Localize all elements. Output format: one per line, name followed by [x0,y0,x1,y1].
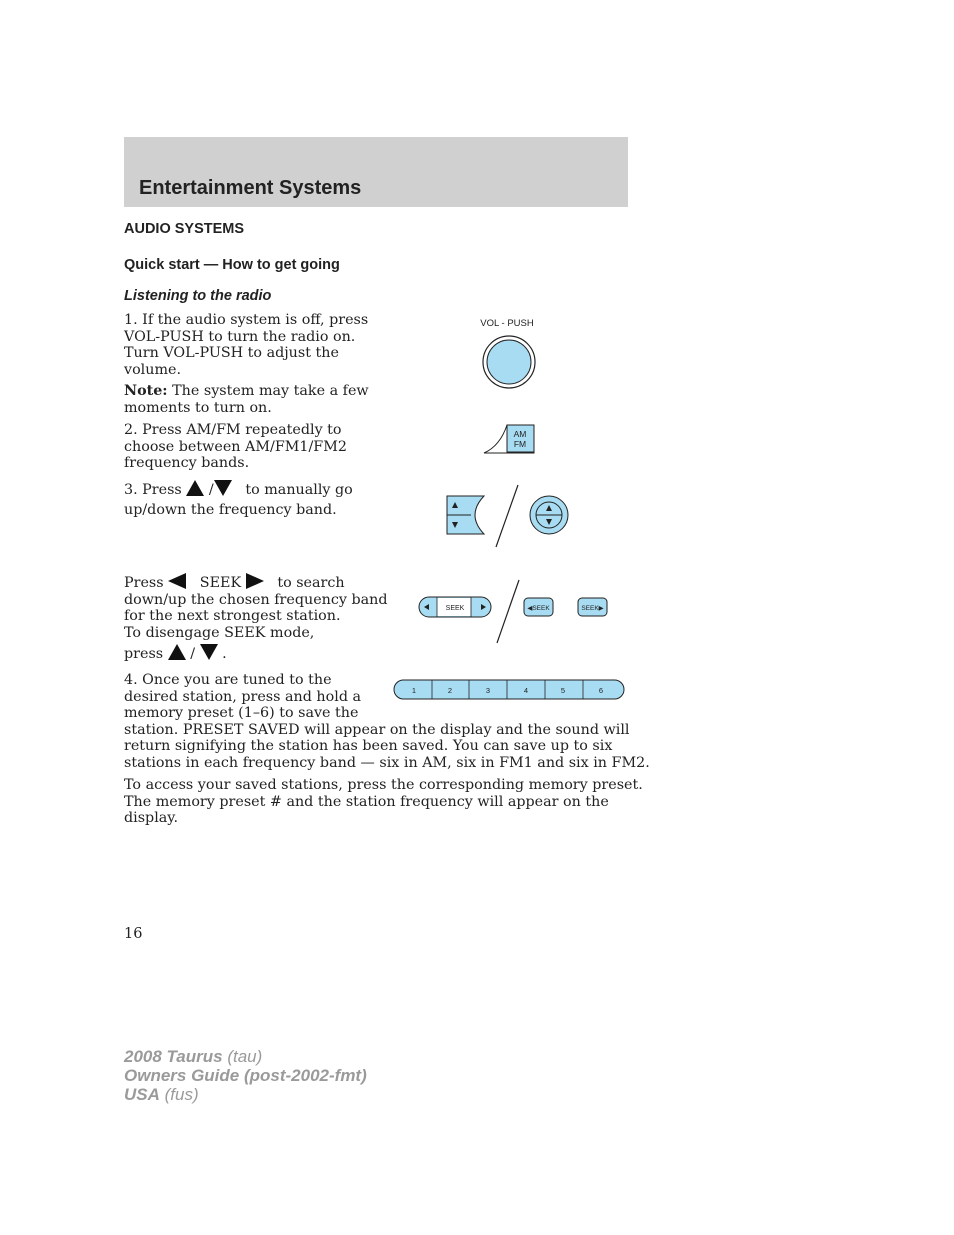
preset-4-button[interactable]: 4 [523,686,529,695]
preset-bar [394,680,624,699]
note-text: Note: The system may take a few moments to turn on. [124,383,369,416]
tune-round-button[interactable] [530,496,568,534]
am-fm-button[interactable] [484,425,534,453]
access-text: To access your saved stations, press the corresponding memory preset. The memory preset # and the station frequency will appear on the display. [124,777,643,826]
page-number: 16 [124,926,143,942]
seek-label: SEEK [445,605,465,612]
seek-down-label: ◀SEEK [527,605,550,612]
footer-model-info: 2008 Taurus (tau) Owners Guide (post-2002-fmt) USA (fus) [124,1047,367,1104]
heading-listening: Listening to the radio [124,288,272,304]
heading-quick-start: Quick start — How to get going [124,257,340,273]
divider-slash [496,485,518,547]
step3-text: 3. Press / to manually go up/down the frequency band. [124,482,353,518]
tune-rocker-button[interactable] [447,496,484,534]
seek-up-label: SEEK▶ [581,605,604,612]
vol-push-label: VOL - PUSH [480,318,534,329]
step1-text: 1. If the audio system is off, press VOL-PUSH to turn the radio on. Turn VOL-PUSH to adjust the volume. [124,312,369,378]
preset-2-button[interactable]: 2 [447,686,453,695]
section-title: Entertainment Systems [139,177,362,199]
seek-text: Press SEEK to search down/up the chosen frequency band for the next strongest station. To disengage SEEK mode, press / . [124,575,388,662]
preset-6-button[interactable]: 6 [598,686,604,695]
preset-5-button[interactable]: 5 [560,686,566,695]
heading-audio-systems: AUDIO SYSTEMS [124,221,245,237]
divider-slash [497,580,519,643]
step4-text: 4. Once you are tuned to the desired station, press and hold a memory preset (1–6) to save the station. PRESET SAVED will appear on the display and the sound will return signifying the station has been saved. You can save up to six stations in each frequency band — six in AM, six in FM1 and six in FM2. [124,672,650,771]
step2-text: 2. Press AM/FM repeatedly to choose between AM/FM1/FM2 frequency bands. [124,422,347,471]
preset-1-button[interactable]: 1 [411,686,417,695]
preset-3-button[interactable]: 3 [485,686,491,695]
am-label: AM [513,429,527,439]
note-label: Note: [124,383,168,399]
vol-push-knob[interactable] [483,336,535,388]
fm-label: FM [513,439,527,449]
